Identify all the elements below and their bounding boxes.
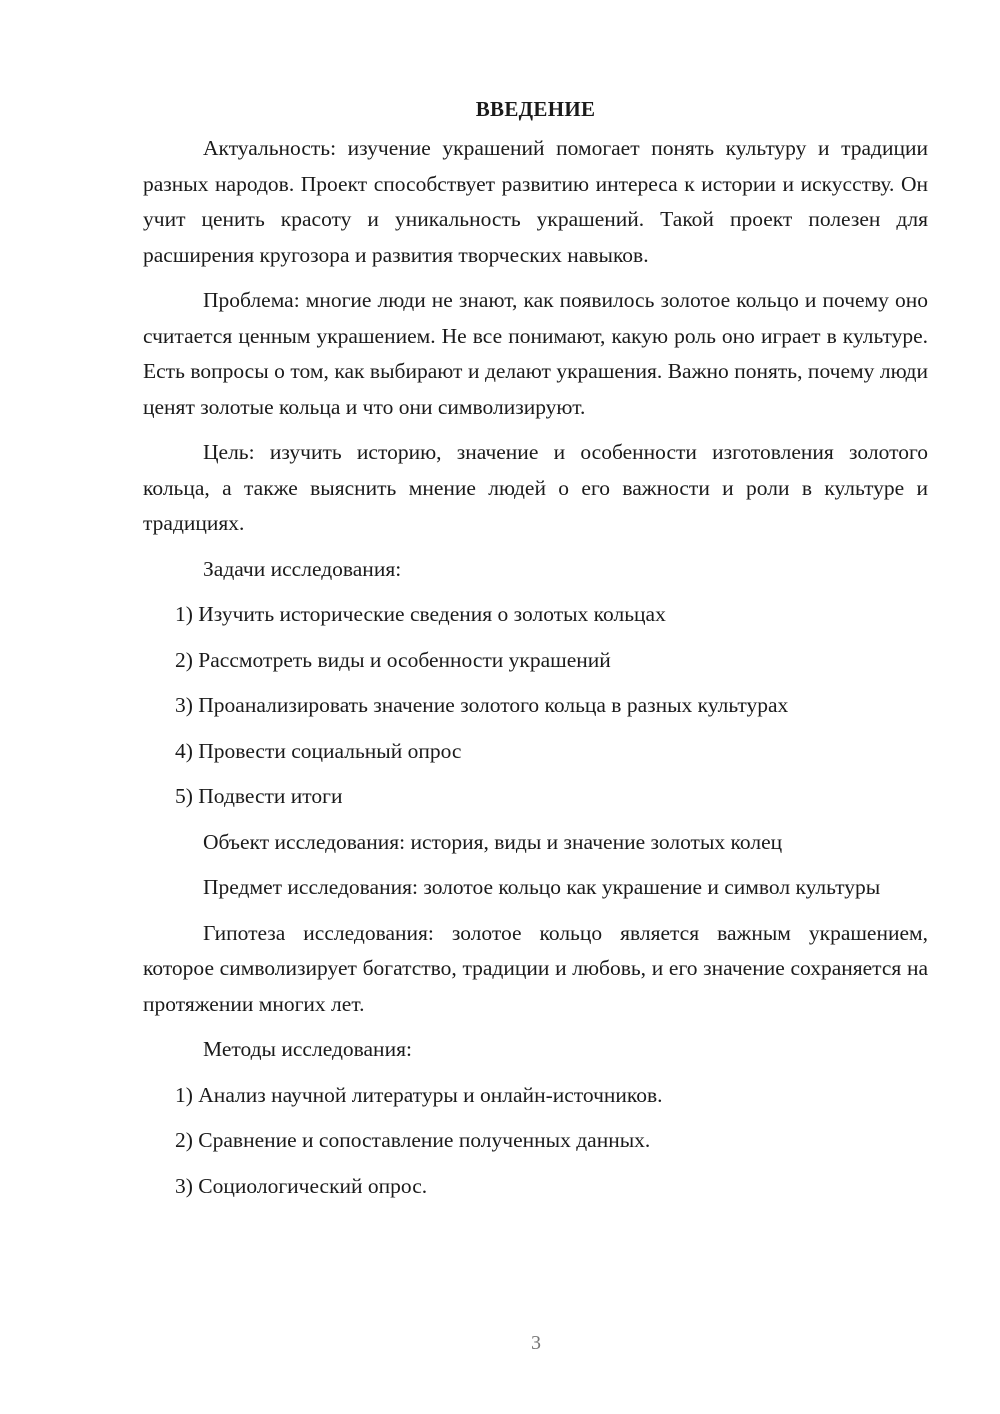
problem-paragraph: Проблема: многие люди не знают, как появилось золотое кольцо и почему оно считается ценным украшением. Не все понимают, какую роль оно играет в культуре. Есть вопросы о том, как выбирают и делают украшения. Важно понять, почему люди ценят золотые кольца и что они символизируют.	[143, 288, 928, 419]
method-item-2: 2) Сравнение и сопоставление полученных данных.	[175, 1128, 651, 1152]
task-item-2: 2) Рассмотреть виды и особенности украшений	[175, 647, 611, 672]
section-title: ВВЕДЕНИЕ	[475, 97, 596, 121]
method-item-1: 1) Анализ научной литературы и онлайн-источников.	[175, 1082, 663, 1107]
object-paragraph: Объект исследования: история, виды и значение золотых колец	[203, 829, 783, 854]
tasks-heading: Задачи исследования:	[203, 556, 402, 581]
method-item-3: 3) Социологический опрос.	[175, 1173, 428, 1198]
methods-heading: Методы исследования:	[203, 1037, 412, 1061]
task-item-1: 1) Изучить исторические сведения о золотых кольцах	[175, 602, 666, 626]
task-item-5: 5) Подвести итоги	[175, 784, 343, 808]
task-item-4: 4) Провести социальный опрос	[175, 738, 462, 763]
task-item-3: 3) Проанализировать значение золотого кольца в разных культурах	[175, 693, 789, 717]
subject-paragraph: Предмет исследования: золотое кольцо как украшение и символ культуры	[203, 875, 881, 899]
goal-paragraph: Цель: изучить историю, значение и особенности изготовления золотого кольца, а также выяснить мнение людей о его важности и роли в культуре и традициях.	[143, 440, 928, 535]
page-number: 3	[531, 1332, 541, 1354]
document-page	[143, 92, 928, 1214]
hypothesis-paragraph: Гипотеза исследования: золотое кольцо является важным украшением, которое символизирует богатство, традиции и любовь, и его значение сохраняется на протяжении многих лет.	[143, 920, 928, 1016]
relevance-paragraph: Актуальность: изучение украшений помогает понять культуру и традиции разных народов. Проект способствует развитию интереса к истории и искусству. Он учит ценить красоту и уникальность украшений. Такой проект полезен для расширения кругозора и развития творческих навыков.	[143, 136, 928, 267]
